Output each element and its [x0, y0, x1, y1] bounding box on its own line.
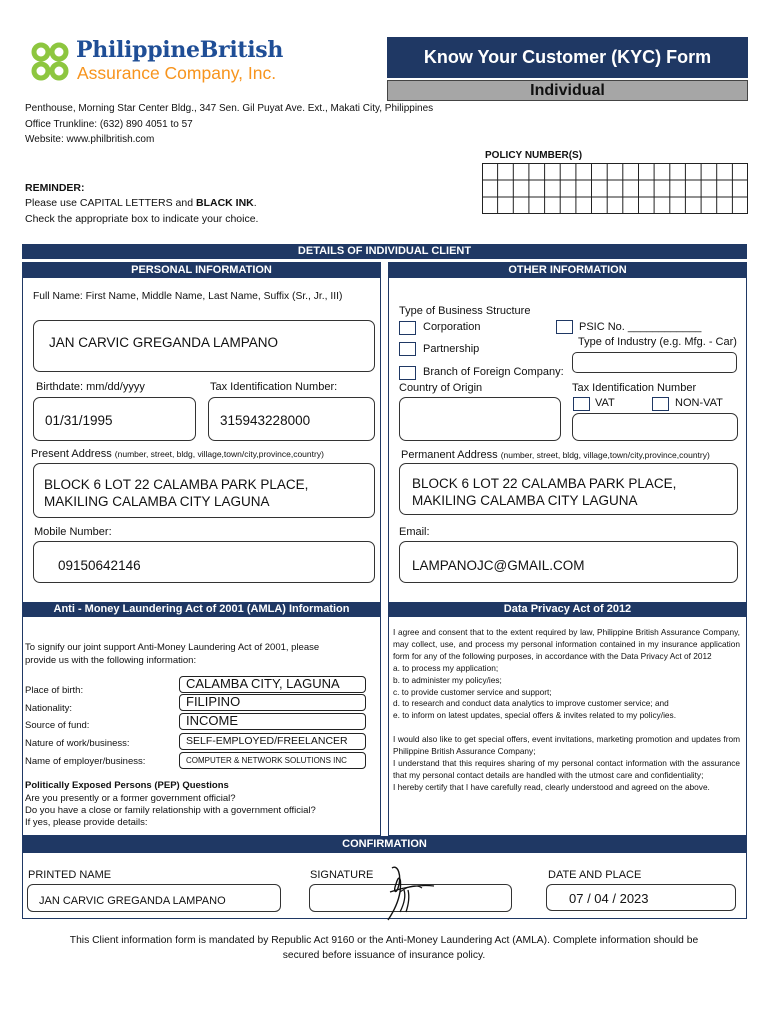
- company-name: [76, 37, 283, 63]
- reminder-line1-end: .: [253, 197, 257, 209]
- logo-mark-icon: [31, 40, 71, 82]
- privacy-item-d: d. to research and conduct data analytics to improve customer service; and: [393, 698, 669, 709]
- signature-label: SIGNATURE: [310, 869, 374, 881]
- amla-header: Anti - Money Laundering Act of 2001 (AMLA) Information: [22, 602, 381, 617]
- industry-field[interactable]: [572, 352, 737, 373]
- nonvat-checkbox[interactable]: [652, 397, 669, 411]
- country-field[interactable]: [399, 397, 561, 441]
- vat-checkbox[interactable]: [573, 397, 590, 411]
- printed-name-label: PRINTED NAME: [28, 869, 112, 881]
- company-name-part2: British: [199, 37, 284, 63]
- birthplace-label: Place of birth:: [25, 685, 84, 696]
- business-structure-label: Type of Business Structure: [399, 305, 531, 317]
- fullname-value: JAN CARVIC GREGANDA LAMPANO: [49, 335, 279, 350]
- employer-label: Name of employer/business:: [25, 756, 146, 767]
- privacy-consent: I agree and consent that to the extent required by law, Philippine British Assurance Company, may collect, use, and process my personal information contained in my insurance application form for any of the following purposes, in accordance with the Data Privacy Act of 2012: [393, 627, 740, 661]
- fullname-label: Full Name: First Name, Middle Name, Last Name, Suffix (Sr., Jr., III): [33, 291, 343, 302]
- present-address-label-text: Present Address: [31, 448, 112, 460]
- privacy-item-b: b. to administer my policy/ies;: [393, 674, 502, 685]
- personal-info-header: PERSONAL INFORMATION: [22, 263, 381, 278]
- other-info-header: OTHER INFORMATION: [388, 263, 747, 278]
- branch-label: Branch of Foreign Company:: [423, 366, 564, 378]
- perm-address-line1: BLOCK 6 LOT 22 CALAMBA PARK PLACE,: [412, 476, 677, 491]
- amla-intro-line2: provide us with the following information:: [25, 655, 197, 666]
- present-address-label: [31, 448, 324, 460]
- pep-question1: Are you presently or a former government official?: [25, 793, 236, 804]
- birthdate-value: 01/31/1995: [45, 413, 113, 428]
- privacy-item-e: e. to inform on latest updates, special offers & invites related to my policy/ies.: [393, 710, 677, 721]
- corporation-label: Corporation: [423, 321, 481, 333]
- partnership-label: Partnership: [423, 343, 480, 355]
- branch-checkbox[interactable]: [399, 366, 416, 380]
- reminder-line1-bold: BLACK INK: [196, 197, 254, 209]
- other-tin-field[interactable]: [572, 413, 738, 441]
- perm-address-label-text: Permanent Address: [401, 449, 498, 461]
- policy-number-label: POLICY NUMBER(S): [485, 150, 583, 161]
- date-value: 07 / 04 / 2023: [569, 891, 649, 906]
- policy-grid-lines: [482, 163, 748, 214]
- company-address: Penthouse, Morning Star Center Bldg., 347 Sen. Gil Puyat Ave. Ext., Makati City, Philippines: [25, 103, 434, 114]
- footer-line1: This Client information form is mandated by Republic Act 9160 or the Anti-Money Laundering Act (AMLA). Complete information should be: [69, 935, 699, 946]
- perm-address-line2: MAKILING CALAMBA CITY LAGUNA: [412, 493, 638, 508]
- email-value: LAMPANOJC@GMAIL.COM: [412, 558, 585, 573]
- confirmation-header: CONFIRMATION: [22, 836, 747, 853]
- psic-label: PSIC No. ____________: [579, 321, 702, 333]
- reminder-line1-text: Please use CAPITAL LETTERS and: [25, 197, 196, 209]
- nationality-field[interactable]: FILIPINO: [179, 694, 366, 711]
- corporation-checkbox[interactable]: [399, 321, 416, 335]
- nonvat-label: NON-VAT: [675, 397, 723, 409]
- mobile-value: 09150642146: [58, 558, 141, 573]
- perm-address-label: [401, 449, 710, 461]
- company-name-part1: Philippine: [76, 37, 200, 63]
- privacy-item-a: a. to process my application;: [393, 662, 499, 673]
- birthdate-label: Birthdate: mm/dd/yyyy: [36, 381, 145, 393]
- pep-title: Politically Exposed Persons (PEP) Questions: [25, 780, 229, 791]
- reminder-line2: Check the appropriate box to indicate your choice.: [25, 213, 259, 225]
- fund-label: Source of fund:: [25, 720, 90, 731]
- privacy-header: Data Privacy Act of 2012: [388, 602, 747, 617]
- psic-checkbox[interactable]: [556, 320, 573, 334]
- vat-label: VAT: [595, 397, 615, 409]
- work-label: Nature of work/business:: [25, 738, 130, 749]
- privacy-offers: I would also like to get special offers, event invitations, marketing promotion and updates from Philippine British Assurance Company;: [393, 734, 740, 757]
- company-subtitle: Assurance Company, Inc.: [77, 63, 277, 83]
- mobile-label: Mobile Number:: [34, 526, 112, 538]
- company-logo: [31, 40, 71, 82]
- privacy-text: [393, 627, 740, 794]
- work-field[interactable]: SELF-EMPLOYED/FREELANCER: [179, 733, 366, 750]
- date-label: DATE AND PLACE: [548, 869, 642, 881]
- tin-label: Tax Identification Number:: [210, 381, 338, 393]
- details-header: DETAILS OF INDIVIDUAL CLIENT: [22, 244, 747, 259]
- privacy-understand: I understand that this requires sharing of my personal contact information with the assurance that my personal contact details are handled with the utmost care and confidentiality;: [393, 758, 740, 780]
- birthplace-field[interactable]: CALAMBA CITY, LAGUNA: [179, 676, 366, 693]
- printed-name-value: JAN CARVIC GREGANDA LAMPANO: [39, 895, 226, 907]
- form-title: Know Your Customer (KYC) Form: [387, 37, 748, 78]
- employer-field[interactable]: COMPUTER & NETWORK SOLUTIONS INC: [179, 752, 366, 769]
- company-trunkline: Office Trunkline: (632) 890 4051 to 57: [25, 119, 193, 130]
- form-type: Individual: [387, 80, 748, 101]
- present-address-line1: BLOCK 6 LOT 22 CALAMBA PARK PLACE,: [44, 477, 309, 492]
- privacy-certify: I hereby certify that I have carefully read, clearly understood and agreed on the above.: [393, 781, 710, 792]
- country-label: Country of Origin: [399, 382, 483, 394]
- amla-intro-line1: To signify our joint support Anti-Money Laundering Act of 2001, please: [25, 642, 320, 653]
- reminder-title: REMINDER:: [25, 182, 85, 194]
- company-website: Website: www.philbritish.com: [25, 134, 155, 145]
- privacy-item-c: c. to provide customer service and support;: [393, 686, 552, 697]
- fund-field[interactable]: INCOME: [179, 713, 366, 730]
- industry-label: Type of Industry (e.g. Mfg. - Car): [578, 336, 737, 348]
- perm-address-hint: (number, street, bldg, village,town/city,province,country): [500, 450, 710, 460]
- signature-icon: [378, 862, 440, 922]
- other-tin-label: Tax Identification Number: [572, 382, 697, 394]
- tin-value: 315943228000: [220, 413, 311, 428]
- reminder-line1: [25, 197, 257, 209]
- privacy-spacer: [393, 722, 740, 734]
- email-label: Email:: [399, 526, 430, 538]
- nationality-label: Nationality:: [25, 703, 72, 714]
- policy-number-grid[interactable]: [482, 163, 748, 214]
- pep-question2: Do you have a close or family relationship with a government official?: [25, 805, 316, 816]
- present-address-line2: MAKILING CALAMBA CITY LAGUNA: [44, 494, 270, 509]
- pep-question3: If yes, please provide details:: [25, 817, 148, 828]
- partnership-checkbox[interactable]: [399, 342, 416, 356]
- present-address-hint: (number, street, bldg, village,town/city,province,country): [114, 449, 324, 459]
- footer-line2: secured before issuance of insurance policy.: [282, 950, 486, 961]
